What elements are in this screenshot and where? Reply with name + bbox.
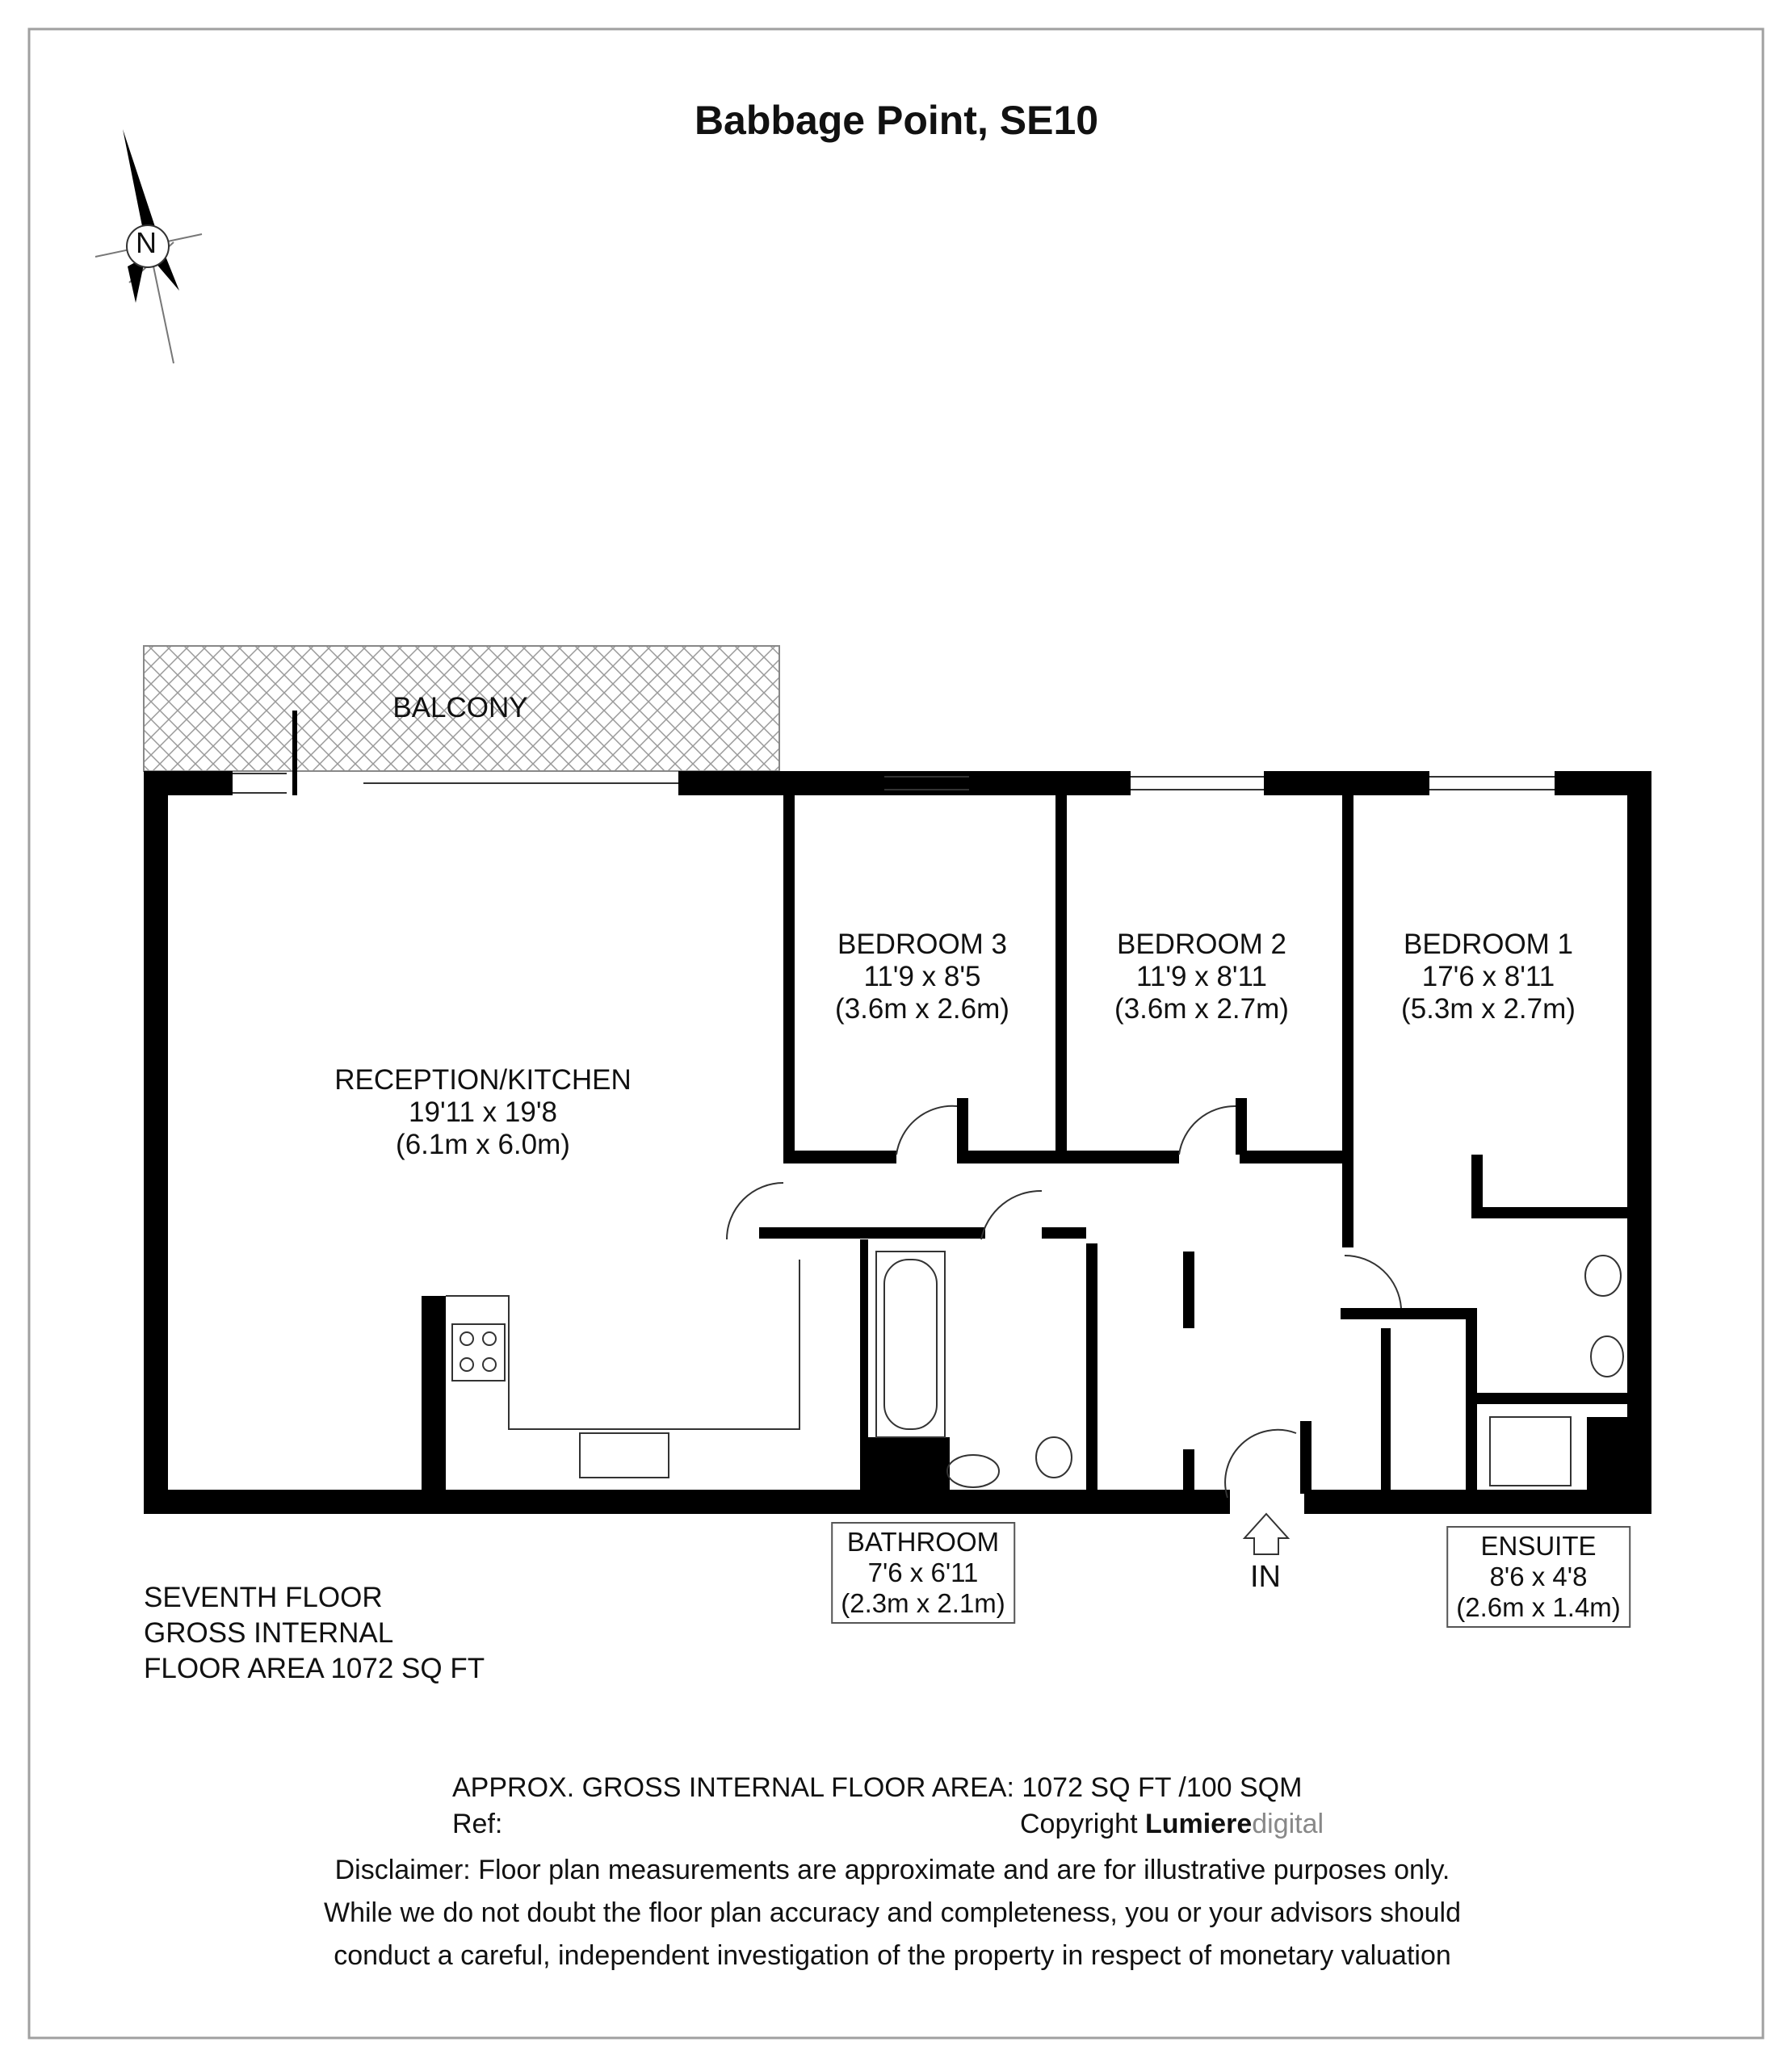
- bedroom1-label: [1401, 929, 1576, 1025]
- bedroom1-metric: (5.3m x 2.7m): [1401, 993, 1576, 1025]
- bedroom3-metric: (3.6m x 2.6m): [835, 993, 1009, 1025]
- footer-copyright: [1020, 1809, 1324, 1840]
- bedroom2-imperial: 11'9 x 8'11: [1136, 961, 1267, 992]
- floor-info: [144, 1580, 485, 1687]
- disclaimer-line3: conduct a careful, independent investigation of the property in respect of monetary valuation: [334, 1940, 1451, 1971]
- disclaimer-line1: Disclaimer: Floor plan measurements are approximate and are for illustrative purposes only.: [334, 1855, 1450, 1885]
- entrance-label: IN: [1250, 1560, 1281, 1594]
- footer-ref: Ref:: [452, 1809, 503, 1839]
- footer-area: APPROX. GROSS INTERNAL FLOOR AREA: 1072 SQ FT /100 SQM: [452, 1772, 1303, 1803]
- entrance-arrow-icon: [1244, 1514, 1288, 1554]
- bedroom1-imperial: 17'6 x 8'11: [1421, 961, 1555, 992]
- reception-kitchen-name: RECEPTION/KITCHEN: [334, 1064, 632, 1096]
- ensuite-label: [1446, 1526, 1630, 1628]
- reception-kitchen-imperial: 19'11 x 19'8: [409, 1096, 557, 1128]
- page-border: [29, 29, 1763, 2038]
- disclaimer-line2: While we do not doubt the floor plan accuracy and completeness, you or your advisors should: [323, 1897, 1462, 1928]
- lumiere-logo-bold: Lumiere: [1144, 1809, 1253, 1839]
- bathroom-label: [831, 1522, 1015, 1624]
- ensuite-name: ENSUITE: [1480, 1531, 1597, 1561]
- ensuite-imperial: 8'6 x 4'8: [1489, 1562, 1588, 1591]
- copyright-label: Copyright: [1020, 1809, 1138, 1839]
- bedroom3-name: BEDROOM 3: [837, 929, 1008, 960]
- floor-info-line3: FLOOR AREA 1072 SQ FT: [144, 1653, 485, 1684]
- bedroom1-name: BEDROOM 1: [1403, 929, 1574, 960]
- lumiere-logo-light: digital: [1252, 1809, 1324, 1839]
- bathroom-name: BATHROOM: [846, 1527, 1000, 1557]
- bedroom3-imperial: 11'9 x 8'5: [863, 961, 981, 992]
- doors: [727, 1106, 1401, 1498]
- balcony-label: BALCONY: [392, 692, 528, 723]
- floor-info-line1: SEVENTH FLOOR: [144, 1582, 383, 1613]
- kitchen-counter: [446, 1260, 799, 1478]
- bedroom2-name: BEDROOM 2: [1116, 929, 1287, 960]
- reception-kitchen-metric: (6.1m x 6.0m): [396, 1129, 570, 1160]
- bedroom3-label: [835, 929, 1009, 1025]
- bedroom2-metric: (3.6m x 2.7m): [1114, 993, 1289, 1025]
- compass-letter: N: [136, 226, 157, 259]
- reception-kitchen-label: [334, 1064, 632, 1161]
- ensuite-metric: (2.6m x 1.4m): [1456, 1592, 1621, 1622]
- bathroom-imperial: 7'6 x 6'11: [867, 1558, 979, 1587]
- plan-title: Babbage Point, SE10: [694, 98, 1099, 143]
- bedroom2-label: [1114, 929, 1289, 1025]
- floor-info-line2: GROSS INTERNAL: [144, 1617, 394, 1649]
- bathroom-fixtures: [876, 1252, 1623, 1487]
- bathroom-metric: (2.3m x 2.1m): [841, 1588, 1005, 1618]
